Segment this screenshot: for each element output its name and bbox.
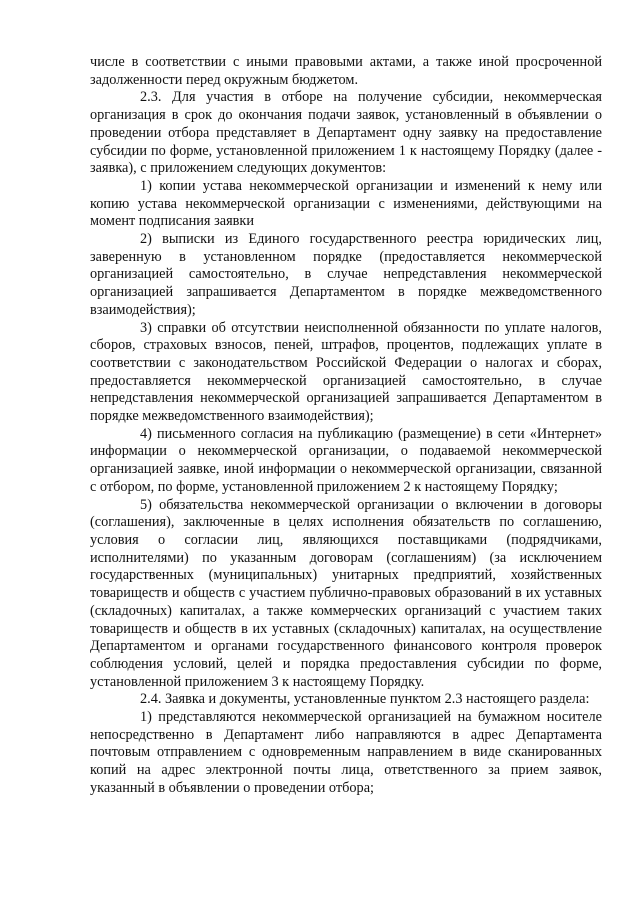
paragraph-2-3: 2.3. Для участия в отборе на получение субсидии, некоммерческая организация в срок до окончания подачи заявок, установленный в объявлении о проведении отбора представляет в Департамент одну заявку на предоставление субсидии по форме, установленной приложением 1 к настоящему Порядку (далее - заявка), с приложением следующих документов:	[90, 89, 602, 177]
paragraph-item-1-charter: 1) копии устава некоммерческой организации и изменений к нему или копию устава некоммерческой организации с изменениями, действующими на момент подписания заявки	[90, 177, 602, 230]
paragraph-item-4-consent: 4) письменного согласия на публикацию (размещение) в сети «Интернет» информации о некоммерческой организации, о подаваемой некоммерческой организацией заявке, иной информации о некоммерческой организации, связанной с отбором, по форме, установленной приложением 2 к настоящему Порядку;	[90, 425, 602, 495]
paragraph-item-2-registry-extract: 2) выписки из Единого государственного реестра юридических лиц, заверенную в установленном порядке (предоставляется некоммерческой организацией самостоятельно, в случае непредставления некоммерческой организацией запрашивается Департаментом в порядке межведомственного взаимодействия);	[90, 231, 602, 318]
paragraph-2-4-item-1: 1) представляются некоммерческой организацией на бумажном носителе непосредственно в Департамент либо направляются в адрес Департамента почтовым отправлением с одновременным направлением в виде сканированных копий на адрес электронной почты лица, ответственного за прием заявок, указанный в объявлении о проведении отбора;	[90, 709, 602, 796]
paragraph-item-5-obligation: 5) обязательства некоммерческой организации о включении в договоры (соглашения), заключенные в целях исполнения обязательств по соглашению, условия о согласии лиц, являющихся поставщиками (подрядчиками, исполнителями) по указанным договорам (соглашениям) (за исключением государственных (муниципальных) унитарных предприятий, хозяйственных товариществ и обществ с участием публично-правовых образований в их уставных (складочных) капиталах, а также коммерческих организаций с участием таких товариществ и обществ в их уставных (складочных) капиталах, на осуществление Департаментом и органами государственного финансового контроля проверок соблюдения условий, целей и порядка предоставления субсидии по форме, установленной приложением 3 к настоящему Порядку.	[90, 496, 602, 690]
paragraph-item-3-tax-certificate: 3) справки об отсутствии неисполненной обязанности по уплате налогов, сборов, страховых взносов, пеней, штрафов, процентов, подлежащих уплате в соответствии с законодательством Российской Федерации о налогах и сборах, предоставляется некоммерческой организацией самостоятельно, в случае непредставления некоммерческой организацией запрашивается Департаментом в порядке межведомственного взаимодействия);	[90, 319, 602, 425]
paragraph-2-4: 2.4. Заявка и документы, установленные пунктом 2.3 настоящего раздела:	[140, 691, 590, 708]
paragraph-continuation: числе в соответствии с иными правовыми актами, а также иной просроченной задолженности перед окружным бюджетом.	[90, 54, 602, 88]
document-page	[90, 54, 602, 798]
